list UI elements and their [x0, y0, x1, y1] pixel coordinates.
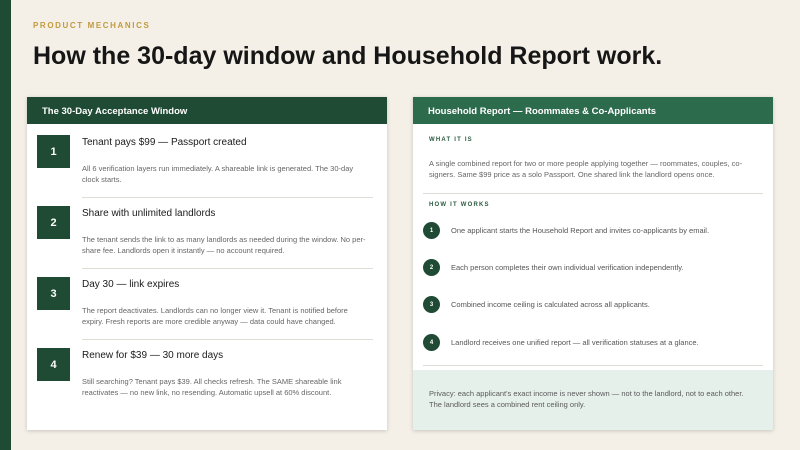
eyebrow-label: PRODUCT MECHANICS	[33, 21, 151, 30]
step-divider	[82, 197, 373, 198]
step-title: Renew for $39 — 30 more days	[82, 350, 224, 361]
how-it-works-item-1	[423, 222, 763, 242]
step-description: The tenant sends the link to as many landlords as needed during the window. No per-share fee. Landlords open it instantly — no account required.	[82, 235, 366, 255]
step-number: 1	[37, 135, 70, 168]
item-text: Landlord receives one unified report — all verification statuses at a glance.	[451, 338, 699, 347]
step-number: 2	[37, 206, 70, 239]
item-text: Each person completes their own individual verification independently.	[451, 263, 684, 272]
accent-side-bar	[0, 0, 11, 450]
household-report-card	[413, 97, 773, 430]
item-number-badge: 4	[423, 334, 440, 351]
item-text: Combined income ceiling is calculated across all applicants.	[451, 300, 650, 309]
step-divider	[82, 339, 373, 340]
section-divider	[423, 193, 763, 194]
step-title: Day 30 — link expires	[82, 279, 180, 290]
what-it-is-label: WHAT IT IS	[429, 137, 473, 143]
how-it-works-label: HOW IT WORKS	[429, 202, 490, 208]
step-description: Still searching? Tenant pays $39. All checks refresh. The SAME shareable link reactivates — no new link, no resending. Automatic upsell at 60% discount.	[82, 377, 342, 397]
step-title: Tenant pays $99 — Passport created	[82, 137, 247, 148]
step-divider	[82, 268, 373, 269]
how-it-works-item-4	[423, 334, 763, 354]
step-title: Share with unlimited landlords	[82, 208, 216, 219]
item-number-badge: 1	[423, 222, 440, 239]
acceptance-window-header: The 30-Day Acceptance Window	[27, 97, 387, 124]
step-description: All 6 verification layers run immediately. A shareable link is generated. The 30-day clock starts.	[82, 164, 354, 184]
step-number: 4	[37, 348, 70, 381]
step-description: The report deactivates. Landlords can no longer view it. Tenant is notified before expiry. Fresh reports are more credible anyway — data could have changed.	[82, 306, 348, 326]
item-number-badge: 2	[423, 259, 440, 276]
page-title: How the 30-day window and Household Report work.	[33, 42, 663, 70]
how-it-works-item-2	[423, 259, 763, 279]
household-report-header: Household Report — Roommates & Co-Applicants	[413, 97, 773, 124]
privacy-note: Privacy: each applicant's exact income is never shown — not to the landlord, not to each other. The landlord sees a combined rent ceiling only.	[413, 370, 773, 430]
what-it-is-description: A single combined report for two or more people applying together — roommates, couples, co-signers. Same $99 price as a solo Passport. One shared link the landlord opens once.	[429, 159, 743, 179]
item-text: One applicant starts the Household Report and invites co-applicants by email.	[451, 226, 710, 235]
acceptance-window-card	[27, 97, 387, 430]
section-divider	[423, 365, 763, 366]
step-number: 3	[37, 277, 70, 310]
item-number-badge: 3	[423, 296, 440, 313]
how-it-works-item-3	[423, 296, 763, 316]
